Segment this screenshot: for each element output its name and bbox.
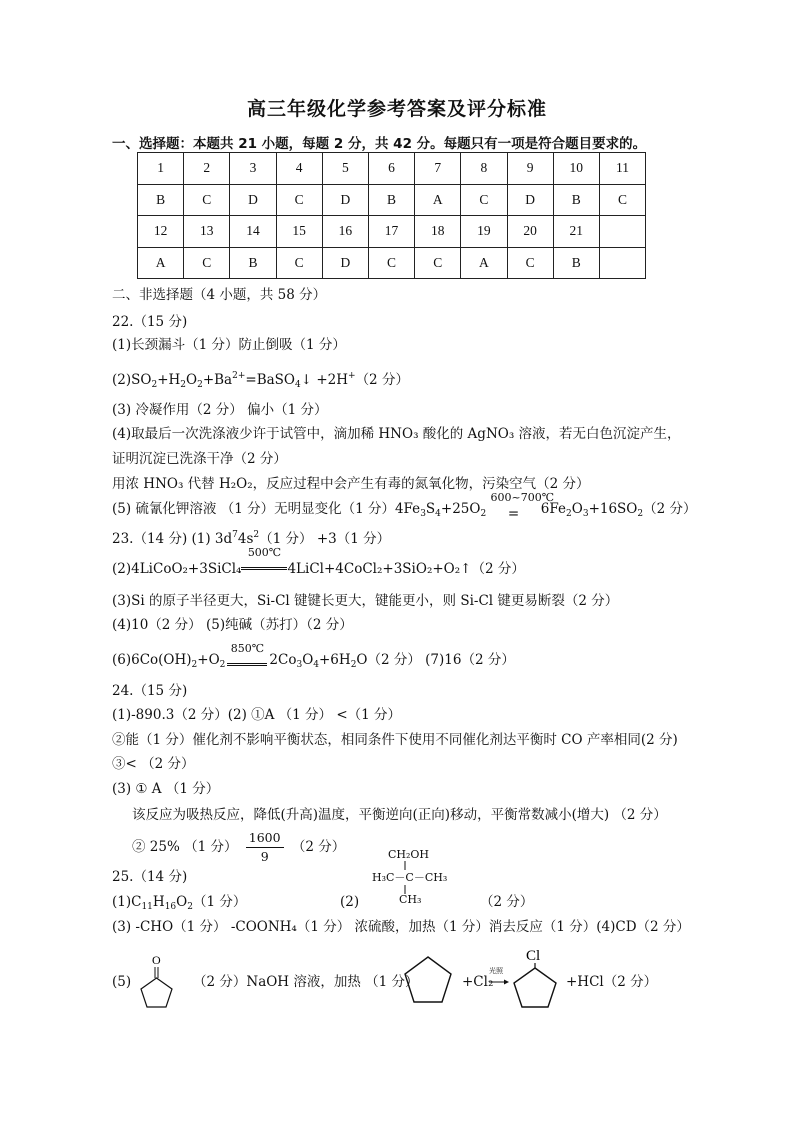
text: （2 分） bbox=[291, 839, 346, 855]
section-1-heading: 一、选择题：本题共 21 小题，每题 2 分，共 42 分。每题只有一项是符合题目要求的。 bbox=[112, 136, 647, 152]
table-cell: C bbox=[599, 184, 645, 216]
text: +O bbox=[197, 652, 220, 668]
text: 2Co bbox=[269, 652, 297, 668]
text: +25O bbox=[440, 501, 481, 517]
q24-answer-6 bbox=[132, 829, 345, 866]
text: 16 bbox=[164, 902, 177, 912]
table-cell: A bbox=[461, 247, 507, 279]
text: = bbox=[507, 506, 520, 522]
text: （1 分） bbox=[192, 894, 247, 910]
q25-heading: 25.（14 分) bbox=[112, 869, 188, 885]
text: O（2 分） (7)16（2 分） bbox=[356, 652, 515, 668]
q22-answer-5: (5) 硫氰化钾溶液 （1 分）无明显变化（1 分）$4Fe_3S_4+25O_2$ 600~700℃ = $6Fe_2O_3+16SO_2(2$ 分） bbox=[112, 491, 697, 522]
table-cell: 9 bbox=[507, 153, 553, 185]
text: O bbox=[302, 652, 314, 668]
table-cell: B bbox=[553, 247, 599, 279]
table-cell: 12 bbox=[138, 216, 184, 248]
q25-answer-2-score: （2 分） bbox=[480, 894, 534, 910]
table-cell: C bbox=[507, 247, 553, 279]
text: S bbox=[425, 501, 436, 517]
table-cell: B bbox=[230, 247, 276, 279]
q22-answer-3: (3) 冷凝作用（2 分） 偏小（1 分） bbox=[112, 402, 328, 418]
q25-answer-5-tail: +HCl（2 分） bbox=[566, 974, 658, 990]
fraction-numerator: 1600 bbox=[246, 829, 284, 848]
text: ↓ +2H bbox=[300, 372, 349, 388]
text: H bbox=[152, 894, 165, 910]
reaction-condition: 500℃ bbox=[247, 546, 282, 559]
text: 23.（14 分) (1) 3d bbox=[112, 531, 233, 547]
table-cell: 2 bbox=[184, 153, 230, 185]
table-cell: 11 bbox=[599, 153, 645, 185]
structure-top: CH₂OH bbox=[388, 848, 430, 861]
page-title: 高三年级化学参考答案及评分标准 bbox=[246, 98, 547, 120]
text: （1 分） +3（1 分） bbox=[259, 531, 391, 547]
q22-answer-2: $(2)SO_2+H_2O_2+Ba^{2+}=BaSO_4↓ +2H^+(2$ 分） bbox=[112, 371, 409, 390]
table-cell: C bbox=[461, 184, 507, 216]
text: ② 25% （1 分） bbox=[132, 839, 238, 855]
table-cell: 14 bbox=[230, 216, 276, 248]
text: +H bbox=[157, 372, 181, 388]
table-cell: 13 bbox=[184, 216, 230, 248]
table-cell: 4 bbox=[276, 153, 322, 185]
structure-bonds bbox=[400, 858, 410, 898]
text: (6)6Co(OH) bbox=[112, 652, 192, 668]
q23-answer-2 bbox=[112, 546, 525, 578]
q24-answer-1: (1)-890.3（2 分）(2) ①A （1 分） <（1 分） bbox=[112, 707, 402, 723]
table-cell: 6 bbox=[368, 153, 414, 185]
reaction-condition-light: 光照 bbox=[489, 967, 503, 975]
table-cell: D bbox=[322, 184, 368, 216]
table-cell: 19 bbox=[461, 216, 507, 248]
answer-table bbox=[137, 152, 646, 279]
text: (5) 硫氰化钾溶液 （1 分）无明显变化（1 分）4Fe bbox=[112, 501, 421, 517]
q24-heading: 24.（15 分) bbox=[112, 683, 188, 699]
table-cell: C bbox=[368, 247, 414, 279]
table-cell: 21 bbox=[553, 216, 599, 248]
text: （2 分） bbox=[643, 501, 697, 517]
q22-answer-4-line2: 证明沉淀已洗涤干净（2 分） bbox=[112, 451, 287, 467]
table-cell: B bbox=[553, 184, 599, 216]
q22-answer-4-line1: (4)取最后一次洗涤液少许于试管中，滴加稀 HNO₃ 酸化的 AgNO₃ 溶液，若无白色沉淀产生， bbox=[112, 426, 681, 442]
table-cell: C bbox=[276, 247, 322, 279]
cyclopentane-structure bbox=[402, 954, 454, 1006]
chlorocyclopentane-structure bbox=[509, 946, 561, 1010]
q25-answer-1 bbox=[112, 893, 246, 916]
table-cell: 7 bbox=[415, 153, 461, 185]
table-cell: 5 bbox=[322, 153, 368, 185]
q23-answer-6: $(6)6Co(OH)_2+O_2$ 850℃ $2Co_3O_4+6H_2O(2$ 分） (7)16（2 分） bbox=[112, 642, 515, 670]
q22-heading: 22.（15 分) bbox=[112, 314, 188, 330]
text: +6H bbox=[319, 652, 351, 668]
text: +16SO bbox=[588, 501, 638, 517]
table-cell: 3 bbox=[230, 153, 276, 185]
table-row bbox=[138, 247, 646, 279]
table-cell: A bbox=[415, 184, 461, 216]
q22-answer-4-line3: 用浓 HNO₃ 代替 H₂O₂，反应过程中会产生有毒的氮氧化物，污染空气（2 分） bbox=[112, 476, 590, 492]
structure-middle: H₃C－C－CH₃ bbox=[372, 871, 448, 884]
table-cell: D bbox=[507, 184, 553, 216]
table-cell: A bbox=[138, 247, 184, 279]
fraction bbox=[246, 829, 284, 866]
text: + bbox=[348, 371, 356, 381]
table-cell: 15 bbox=[276, 216, 322, 248]
table-cell: 18 bbox=[415, 216, 461, 248]
text: 2 bbox=[187, 902, 193, 912]
table-cell: C bbox=[184, 184, 230, 216]
text: 2+ bbox=[232, 371, 246, 381]
structure-bottom: CH₃ bbox=[399, 893, 422, 906]
text: O bbox=[571, 501, 583, 517]
q25-answer-5-plus-cl2: +Cl₂ bbox=[462, 974, 494, 990]
fraction-denominator: 9 bbox=[260, 849, 269, 864]
table-cell: 16 bbox=[322, 216, 368, 248]
table-cell: D bbox=[230, 184, 276, 216]
text: +Ba bbox=[202, 372, 233, 388]
q25-answer-2-label: (2) bbox=[340, 894, 360, 910]
text: 6Fe bbox=[540, 501, 567, 517]
text: 11 bbox=[141, 902, 153, 912]
q24-answer-2: ②能（1 分）催化剂不影响平衡状态，相同条件下使用不同催化剂达平衡时 CO 产率相同(2 分) bbox=[112, 732, 678, 748]
table-cell: D bbox=[322, 247, 368, 279]
table-cell: 20 bbox=[507, 216, 553, 248]
q25-answer-5-text: （2 分）NaOH 溶液，加热 （1 分） bbox=[193, 974, 419, 990]
q25-answer-3-4: (3) -CHO（1 分） -COONH₄（1 分） 浓硫酸，加热（1 分）消去反应（1 分）(4)CD（2 分） bbox=[112, 919, 690, 935]
table-cell: B bbox=[368, 184, 414, 216]
table-row bbox=[138, 216, 646, 248]
text: 4LiCl+4CoCl₂+3SiO₂+O₂↑（2 分） bbox=[287, 561, 525, 577]
table-cell: B bbox=[138, 184, 184, 216]
table-row bbox=[138, 153, 646, 185]
text: (1)C bbox=[112, 894, 142, 910]
table-cell bbox=[599, 247, 645, 279]
reaction-arrow-icon bbox=[488, 978, 510, 986]
table-row bbox=[138, 184, 646, 216]
table-cell: 8 bbox=[461, 153, 507, 185]
reaction-condition: 850℃ bbox=[230, 642, 265, 655]
text: 7 bbox=[232, 530, 238, 540]
table-cell: 17 bbox=[368, 216, 414, 248]
chlorine-label: Cl bbox=[526, 948, 541, 964]
table-cell: C bbox=[184, 247, 230, 279]
section-2-heading: 二、非选择题（4 小题，共 58 分） bbox=[112, 287, 327, 303]
text: (2)SO bbox=[112, 372, 152, 388]
text: 4s bbox=[237, 531, 254, 547]
text: （2 分） bbox=[355, 372, 409, 388]
table-cell: 1 bbox=[138, 153, 184, 185]
text: 2 bbox=[253, 530, 260, 540]
q24-answer-3: ③< （2 分） bbox=[112, 756, 195, 772]
table-cell: C bbox=[415, 247, 461, 279]
q23-answer-4-5: (4)10（2 分） (5)纯碱（苏打）（2 分） bbox=[112, 617, 353, 633]
q24-answer-4: (3) ① A （1 分） bbox=[112, 781, 220, 797]
text: O bbox=[176, 894, 188, 910]
text: (2)4LiCoO₂+3SiCl₄ bbox=[112, 561, 242, 577]
q25-answer-5-label: (5) bbox=[112, 974, 132, 990]
q24-answer-5: 该反应为吸热反应，降低(升高)温度，平衡逆向(正向)移动，平衡常数减小(增大) （2 分） bbox=[132, 807, 667, 823]
q23-answer-3: (3)Si 的原子半径更大，Si-Cl 键键长更大，键能更小，则 Si-Cl 键更易断裂（2 分） bbox=[112, 593, 619, 609]
text: =BaSO bbox=[245, 372, 295, 388]
text: O bbox=[186, 372, 198, 388]
q22-answer-1: (1)长颈漏斗（1 分）防止倒吸（1 分） bbox=[112, 337, 346, 353]
cyclopentanone-structure bbox=[138, 952, 184, 1012]
table-cell: 10 bbox=[553, 153, 599, 185]
table-cell bbox=[599, 216, 645, 248]
reaction-condition: 600~700℃ bbox=[490, 491, 555, 504]
table-cell: C bbox=[276, 184, 322, 216]
ketone-oxygen-label: O bbox=[152, 953, 161, 967]
